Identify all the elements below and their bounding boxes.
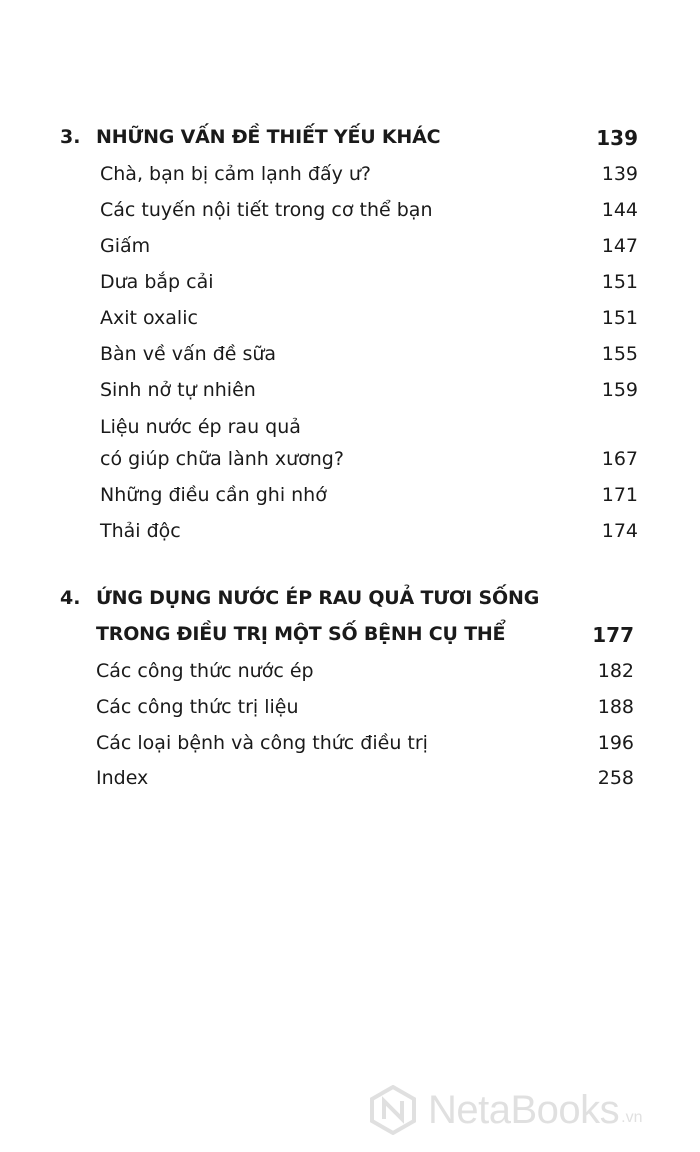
- toc-entry-label: Liệu nước ép rau quả: [100, 416, 301, 438]
- toc-entry-label: Giấm: [100, 235, 151, 257]
- toc-entry-label: Những điều cần ghi nhớ: [100, 484, 327, 506]
- section-title: NHỮNG VẤN ĐỀ THIẾT YẾU KHÁC: [96, 126, 441, 148]
- toc-entry-label: Các công thức trị liệu: [96, 696, 299, 718]
- watermark-brand: NetaBooks: [428, 1088, 620, 1132]
- toc-entry-page: 144: [601, 199, 638, 221]
- toc-entry-page: 167: [601, 448, 638, 470]
- section-title-line2: TRONG ĐIỀU TRỊ MỘT SỐ BỆNH CỤ THỂ: [96, 623, 506, 645]
- toc-entry-label: Thải độc: [100, 520, 181, 542]
- toc-entry-page: 159: [601, 379, 638, 401]
- toc-entry-label: Chà, bạn bị cảm lạnh đấy ư?: [100, 163, 371, 185]
- toc-entry-label: Các công thức nước ép: [96, 660, 314, 682]
- toc-entry-label: Axit oxalic: [100, 307, 198, 329]
- toc-entry-label: có giúp chữa lành xương?: [100, 448, 344, 470]
- watermark-suffix: .vn: [621, 1109, 643, 1126]
- toc-entry-page: 151: [601, 307, 638, 329]
- toc-entry-label: Bàn về vấn đề sữa: [100, 343, 277, 365]
- toc-entry-label: Các tuyến nội tiết trong cơ thể bạn: [100, 199, 433, 221]
- toc-entry-label: Sinh nở tự nhiên: [100, 379, 256, 401]
- section-page-number: 139: [596, 126, 638, 150]
- toc-entry-label: Dưa bắp cải: [100, 271, 214, 293]
- toc-entry-page: 155: [601, 343, 638, 365]
- toc-entry-page: 196: [597, 732, 634, 754]
- toc-entry-label: Các loại bệnh và công thức điều trị: [96, 732, 428, 754]
- toc-entry-page: 139: [601, 163, 638, 185]
- toc-entry-page: 147: [601, 235, 638, 257]
- toc-entry-page: 174: [601, 520, 638, 542]
- toc-entry-page: 182: [597, 660, 634, 682]
- toc-entry-page: 188: [597, 696, 634, 718]
- section-title-line1: ỨNG DỤNG NƯỚC ÉP RAU QUẢ TƯƠI SỐNG: [96, 587, 540, 609]
- netabooks-logo-icon: [368, 1085, 418, 1135]
- section-number: 4.: [60, 587, 81, 609]
- toc-entry-page: 258: [597, 767, 634, 789]
- section-number: 3.: [60, 126, 81, 148]
- toc-entry-page: 151: [601, 271, 638, 293]
- netabooks-watermark: [368, 1083, 688, 1137]
- section-page-number: 177: [592, 623, 634, 647]
- toc-entry-label: Index: [96, 767, 149, 789]
- toc-entry-page: 171: [601, 484, 638, 506]
